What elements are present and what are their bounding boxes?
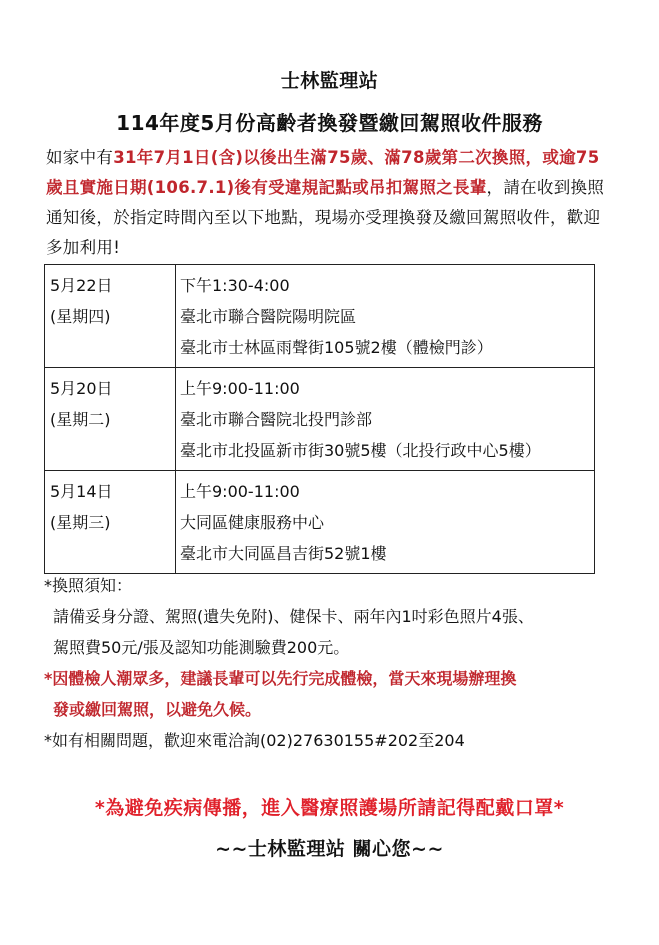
address: 臺北市士林區雨聲街105號2樓（體檢門診） xyxy=(180,338,493,357)
intro-suffix: ，請在收到換照通知後，於指定時間內至以下地點，現場亦受理換發及繳回駕照收件，歡迎多加利用! xyxy=(46,178,605,257)
docs-line: 駕照費50元/張及認知功能測驗費200元。 xyxy=(53,638,350,657)
place: 臺北市聯合醫院北投門診部 xyxy=(180,410,373,429)
table-row xyxy=(45,471,595,574)
advice-line: *因體檢人潮眾多，建議長輩可以先行完成體檢，當天來現場辦理換 xyxy=(44,669,517,688)
place: 大同區健康服務中心 xyxy=(180,513,325,532)
venue-cell xyxy=(176,265,595,368)
date-cell xyxy=(45,265,176,368)
time: 上午9:00-11:00 xyxy=(180,379,300,398)
table-row xyxy=(45,368,595,471)
intro-prefix: 如家中有 xyxy=(46,148,114,167)
station-title: 士林監理站 xyxy=(280,70,379,92)
time: 上午9:00-11:00 xyxy=(180,482,300,501)
date: 5月22日 xyxy=(50,276,113,295)
page-title: 114年度5月份高齡者換發暨繳回駕照收件服務 xyxy=(116,111,543,135)
advice-line: 發或繳回駕照，以避免久候。 xyxy=(53,700,262,719)
weekday: (星期四) xyxy=(50,307,111,326)
intro-paragraph xyxy=(46,143,606,263)
schedule-table xyxy=(44,264,595,574)
address: 臺北市北投區新市街30號5樓（北投行政中心5樓） xyxy=(180,441,541,460)
date-cell xyxy=(45,368,176,471)
notes-heading: *換照須知： xyxy=(44,576,133,595)
weekday: (星期二) xyxy=(50,410,111,429)
intro-highlight: 31年7月1日(含)以後出生滿75歲、滿78歲第二次換照，或逾75歲且實施日期(106.7.1)後有受違規記點或吊扣駕照之長輩 xyxy=(46,148,600,197)
docs-line: 請備妥身分證、駕照(遺失免附)、健保卡、兩年內1吋彩色照片4張、 xyxy=(53,607,534,626)
venue-cell xyxy=(176,471,595,574)
table-row xyxy=(45,265,595,368)
place: 臺北市聯合醫院陽明院區 xyxy=(180,307,357,326)
weekday: (星期三) xyxy=(50,513,111,532)
notes-section xyxy=(44,570,614,756)
venue-cell xyxy=(176,368,595,471)
closing-line: ~~士林監理站 關心您~~ xyxy=(215,838,444,860)
contact-line: *如有相關問題，歡迎來電洽詢(02)27630155#202至204 xyxy=(44,731,465,750)
mask-notice: *為避免疾病傳播，進入醫療照護場所請記得配戴口罩* xyxy=(94,797,565,819)
date: 5月20日 xyxy=(50,379,113,398)
date-cell xyxy=(45,471,176,574)
date: 5月14日 xyxy=(50,482,113,501)
time: 下午1:30-4:00 xyxy=(180,276,290,295)
address: 臺北市大同區昌吉街52號1樓 xyxy=(180,544,387,563)
